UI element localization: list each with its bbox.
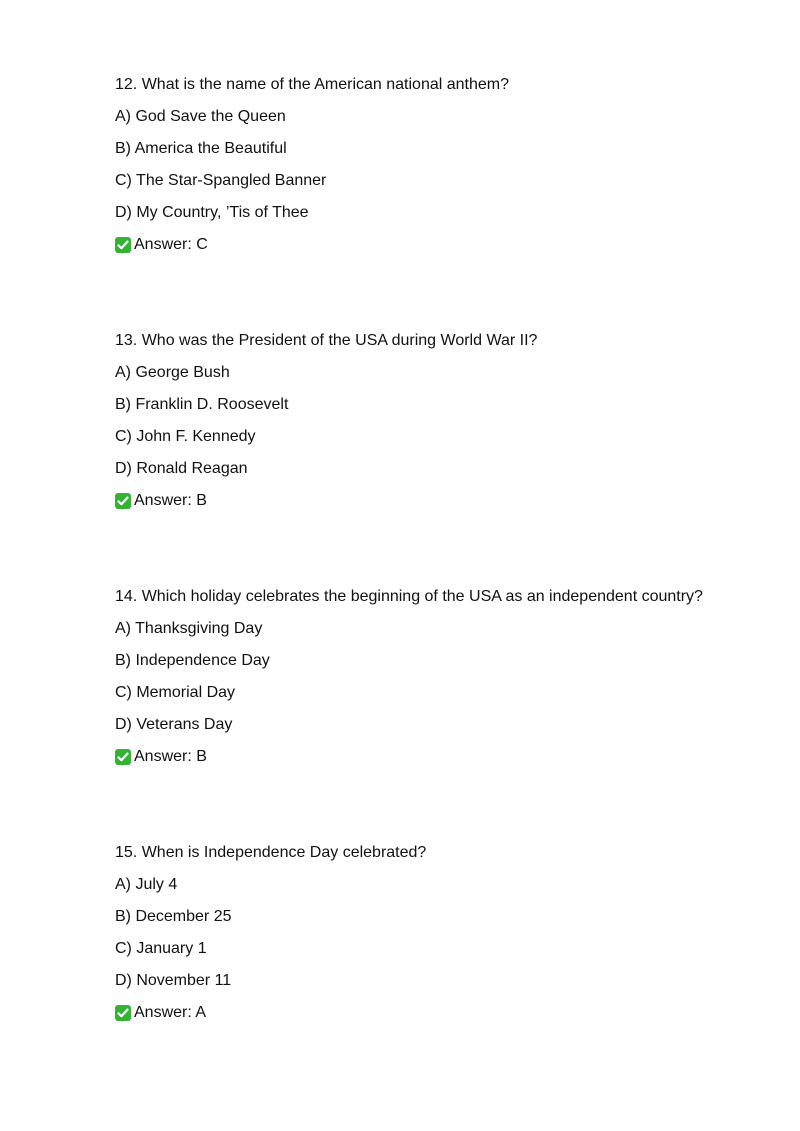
question-text: 13. Who was the President of the USA during World War II? <box>115 332 538 349</box>
option-c: C) The Star-Spangled Banner <box>115 172 327 189</box>
check-mark-button-icon <box>115 749 131 765</box>
answer-text: Answer: C <box>134 236 208 253</box>
option-c: C) John F. Kennedy <box>115 428 256 445</box>
question-text: 15. When is Independence Day celebrated? <box>115 844 427 861</box>
answer-text: Answer: B <box>134 492 207 509</box>
option-a: A) Thanksgiving Day <box>115 620 263 637</box>
option-b: B) America the Beautiful <box>115 140 287 157</box>
answer-line <box>115 747 207 767</box>
option-c: C) January 1 <box>115 940 207 957</box>
check-mark-button-icon <box>115 1005 131 1021</box>
option-a: A) July 4 <box>115 876 178 893</box>
option-d: D) Veterans Day <box>115 716 233 733</box>
answer-line <box>115 491 207 511</box>
option-b: B) December 25 <box>115 908 232 925</box>
option-b: B) Independence Day <box>115 652 270 669</box>
answer-line <box>115 1003 206 1023</box>
check-mark-button-icon <box>115 237 131 253</box>
option-a: A) George Bush <box>115 364 230 381</box>
option-d: D) Ronald Reagan <box>115 460 248 477</box>
option-d: D) My Country, ’Tis of Thee <box>115 204 309 221</box>
answer-line <box>115 235 208 255</box>
answer-text: Answer: B <box>134 748 207 765</box>
option-d: D) November 11 <box>115 972 232 989</box>
question-text: 14. Which holiday celebrates the beginning of the USA as an independent country? <box>115 588 703 605</box>
check-mark-button-icon <box>115 493 131 509</box>
option-a: A) God Save the Queen <box>115 108 286 125</box>
question-text: 12. What is the name of the American national anthem? <box>115 76 510 93</box>
option-c: C) Memorial Day <box>115 684 236 701</box>
answer-text: Answer: A <box>134 1004 207 1021</box>
option-b: B) Franklin D. Roosevelt <box>115 396 289 413</box>
